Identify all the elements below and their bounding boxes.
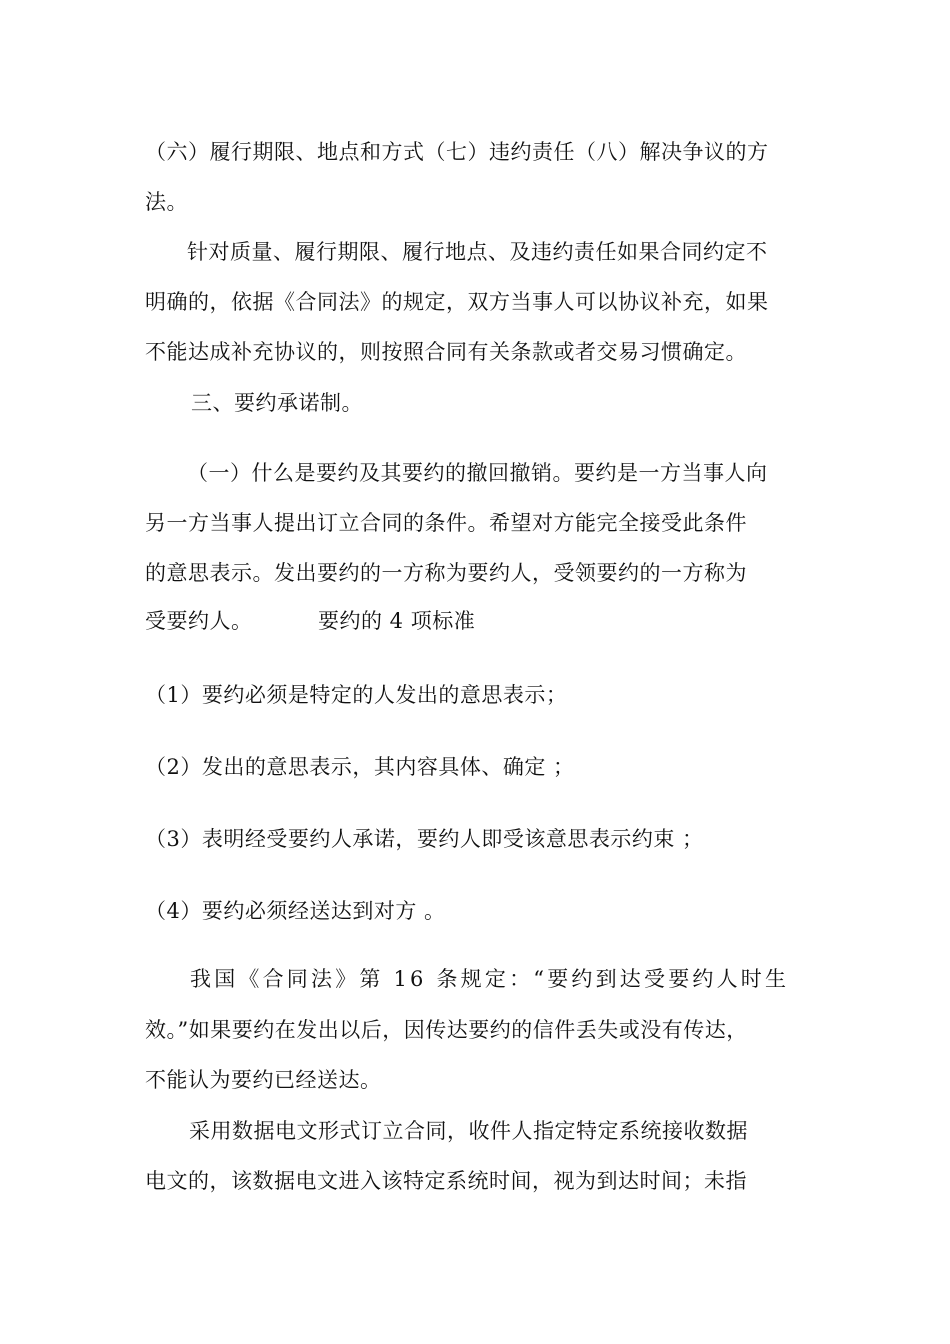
text-line: 不能认为要约已经送达。 [145, 1068, 382, 1092]
text-line: 效。”如果要约在发出以后，因传达要约的信件丢失或没有传达， [145, 1018, 748, 1042]
paragraph-first-line: 采用数据电文形式订立合同，收件人指定特定系统接收数据 [189, 1119, 748, 1143]
text-line: 的意思表示。发出要约的一方称为要约人，受领要约的一方称为 [145, 561, 747, 585]
text-line: 不能达成补充协议的，则按照合同有关条款或者交易习惯确定。 [145, 340, 747, 364]
text-line: 明确的，依据《合同法》的规定，双方当事人可以协议补充，如果 [145, 290, 769, 314]
list-item: （3）表明经受要约人承诺，要约人即受该意思表示约束 ； [145, 827, 704, 851]
subheading: 要约的 4 项标准 [318, 609, 476, 633]
paragraph-first-line: 我国《合同法》第 16 条规定：“要约到达受要约人时生 [190, 967, 790, 991]
list-item: （2）发出的意思表示，其内容具体、确定 ； [145, 755, 575, 779]
text-line: 受要约人。 [145, 609, 253, 633]
text-line: 电文的，该数据电文进入该特定系统时间，视为到达时间；未指 [145, 1169, 747, 1193]
text-line: 法。 [145, 190, 188, 214]
section-heading: 三、要约承诺制。 [191, 391, 363, 415]
paragraph-first-line: （一）什么是要约及其要约的撤回撤销。要约是一方当事人向 [187, 461, 768, 485]
text-line: （六）履行期限、地点和方式（七）违约责任（八）解决争议的方 [145, 140, 769, 164]
paragraph-first-line: 针对质量、履行期限、履行地点、及违约责任如果合同约定不 [187, 240, 768, 264]
list-item: （1）要约必须是特定的人发出的意思表示； [145, 683, 568, 707]
text-line: 另一方当事人提出订立合同的条件。希望对方能完全接受此条件 [145, 511, 747, 535]
list-item: （4）要约必须经送达到对方 。 [145, 899, 446, 923]
